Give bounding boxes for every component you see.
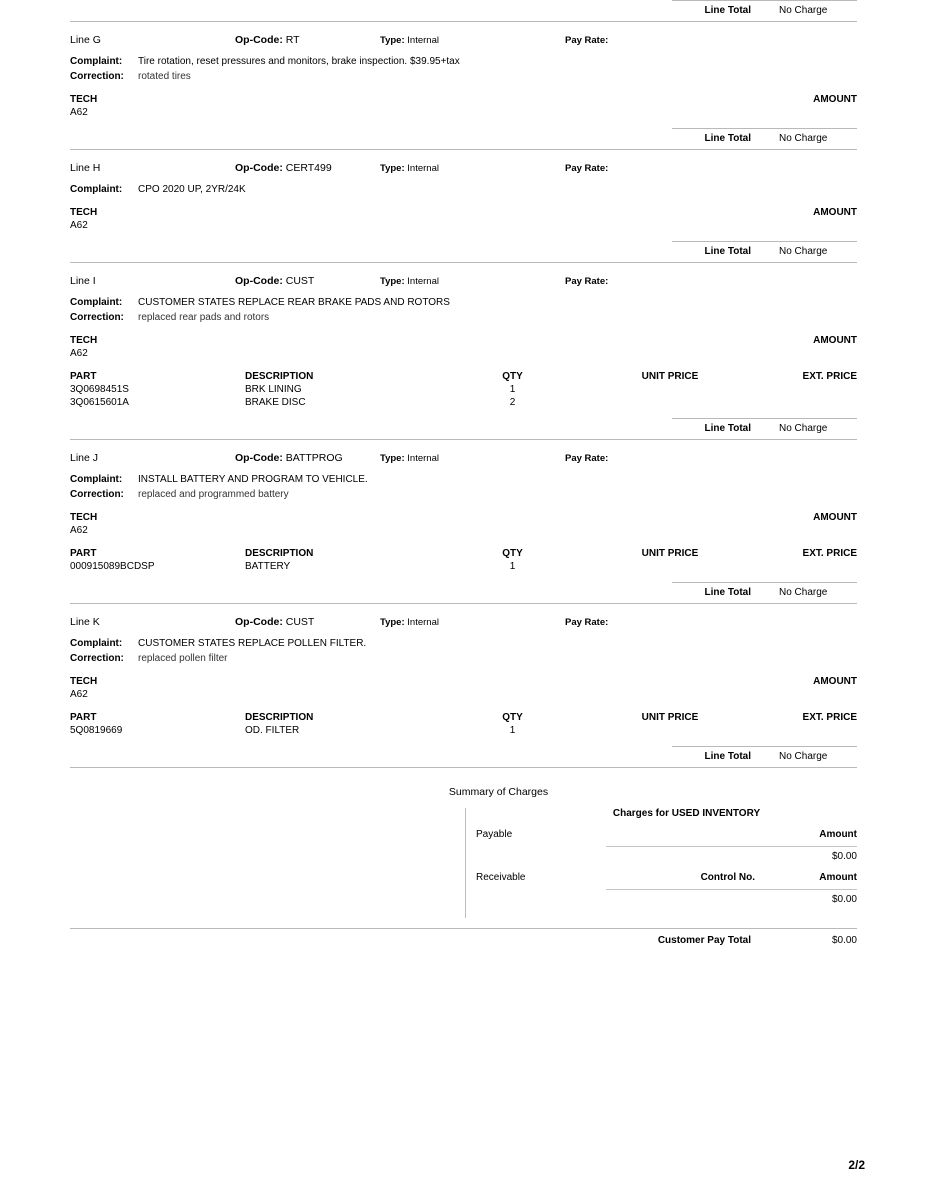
summary-title: Summary of Charges [448, 786, 549, 798]
receivable-amount-header: Amount [819, 872, 857, 883]
unit-price-header: UNIT PRICE [641, 548, 699, 559]
line-total-value: No Charge [779, 587, 828, 598]
line-total-label: Line Total [704, 423, 751, 434]
complaint-value: Tire rotation, reset pressures and monitors, brake inspection. $39.95+tax [138, 56, 460, 67]
job-line-g [70, 22, 857, 150]
job-type [380, 35, 565, 46]
divider [70, 767, 857, 768]
summary-body [70, 808, 857, 918]
parts-table-header [70, 359, 857, 382]
type-label: Type: [380, 617, 405, 628]
job-complaint [70, 182, 857, 197]
summary-right [476, 808, 857, 918]
part-unit-price [595, 725, 745, 736]
part-description: OD. FILTER [245, 725, 300, 736]
spacer [70, 736, 857, 746]
job-opcode [235, 162, 380, 174]
summary-vertical-divider [465, 808, 466, 918]
part-description: BATTERY [245, 561, 291, 572]
correction-value: replaced and programmed battery [138, 489, 289, 500]
job-complaint [70, 472, 857, 487]
qty-header: QTY [502, 712, 523, 723]
document-content [70, 0, 857, 946]
type-value: Internal [407, 163, 439, 174]
part-qty: 2 [509, 397, 516, 408]
job-payrate [565, 453, 608, 464]
job-type [380, 276, 565, 287]
job-line-id: Line I [70, 275, 96, 287]
customer-pay-total-value: $0.00 [831, 935, 857, 946]
customer-pay-total-label: Customer Pay Total [657, 935, 751, 946]
opcode-label: Op-Code: [235, 616, 283, 628]
ext-price-header: EXT. PRICE [802, 712, 857, 723]
opcode-value: BATTPROG [285, 452, 343, 464]
summary-of-charges [70, 786, 857, 946]
tech-label: TECH [70, 512, 98, 523]
complaint-value: CUSTOMER STATES REPLACE REAR BRAKE PADS AND ROTORS [138, 297, 450, 308]
payrate-label: Pay Rate: [565, 276, 609, 287]
payrate-label: Pay Rate: [565, 35, 609, 46]
tech-header-row [70, 502, 857, 523]
spacer [70, 408, 857, 418]
opcode-value: CUST [285, 616, 315, 628]
tech-value: A62 [70, 220, 88, 231]
tech-label: TECH [70, 207, 98, 218]
table-row [70, 382, 857, 395]
complaint-label: Complaint: [70, 638, 123, 649]
customer-pay-total-row [70, 929, 857, 946]
line-total-value: No Charge [779, 133, 828, 144]
tech-value: A62 [70, 689, 88, 700]
amount-label: AMOUNT [813, 512, 857, 523]
correction-label: Correction: [70, 489, 124, 500]
part-header: PART [70, 371, 97, 382]
part-number: 3Q0698451S [70, 384, 129, 395]
divider [606, 889, 857, 890]
line-total-label: Line Total [704, 5, 751, 16]
opcode-value: RT [285, 34, 300, 46]
tech-label: TECH [70, 94, 98, 105]
amount-label: AMOUNT [813, 335, 857, 346]
line-total-label: Line Total [704, 133, 751, 144]
payrate-label: Pay Rate: [565, 453, 609, 464]
part-header: PART [70, 548, 97, 559]
line-total-row [70, 242, 857, 262]
payable-value-row [476, 851, 857, 872]
payable-amount-header: Amount [819, 829, 857, 840]
opcode-value: CERT499 [285, 162, 332, 174]
job-opcode [235, 616, 380, 628]
job-line-k [70, 604, 857, 768]
correction-value: replaced rear pads and rotors [138, 312, 270, 323]
correction-label: Correction: [70, 71, 124, 82]
part-header: PART [70, 712, 97, 723]
parts-table-header [70, 536, 857, 559]
spacer [70, 231, 857, 241]
ext-price-header: EXT. PRICE [802, 371, 857, 382]
job-payrate [565, 617, 608, 628]
amount-label: AMOUNT [813, 94, 857, 105]
receivable-value-row [476, 894, 857, 915]
job-type [380, 617, 565, 628]
correction-label: Correction: [70, 653, 124, 664]
tech-header-row [70, 84, 857, 105]
job-line-id: Line J [70, 452, 99, 464]
line-total-value: No Charge [779, 423, 828, 434]
payrate-label: Pay Rate: [565, 163, 609, 174]
job-correction [70, 651, 857, 666]
job-line-i [70, 263, 857, 440]
line-total-value: No Charge [779, 246, 828, 257]
tech-label: TECH [70, 676, 98, 687]
line-total-row [70, 583, 857, 603]
job-payrate [565, 276, 608, 287]
spacer [476, 894, 781, 905]
part-ext-price [745, 397, 857, 408]
job-correction [70, 310, 857, 325]
charges-title: Charges for USED INVENTORY [612, 808, 761, 819]
job-opcode [235, 34, 380, 46]
part-ext-price [745, 384, 857, 395]
part-description: BRAKE DISC [245, 397, 306, 408]
complaint-label: Complaint: [70, 474, 123, 485]
table-row [70, 559, 857, 572]
job-header [70, 446, 857, 472]
complaint-label: Complaint: [70, 184, 123, 195]
correction-value: rotated tires [138, 71, 191, 82]
line-total-label: Line Total [704, 587, 751, 598]
complaint-value: INSTALL BATTERY AND PROGRAM TO VEHICLE. [138, 474, 368, 485]
job-header [70, 28, 857, 54]
payable-amount: $0.00 [831, 851, 857, 862]
part-number: 5Q0819669 [70, 725, 123, 736]
page-number: 2/2 [848, 1158, 865, 1172]
complaint-value: CPO 2020 UP, 2YR/24K [138, 184, 246, 195]
line-total-value: No Charge [779, 751, 828, 762]
summary-left-spacer [70, 808, 465, 918]
opcode-label: Op-Code: [235, 275, 283, 287]
description-header: DESCRIPTION [245, 548, 314, 559]
part-unit-price [595, 397, 745, 408]
table-row [70, 723, 857, 736]
payrate-label: Pay Rate: [565, 617, 609, 628]
description-header: DESCRIPTION [245, 712, 314, 723]
type-value: Internal [407, 35, 439, 46]
ext-price-header: EXT. PRICE [802, 548, 857, 559]
type-value: Internal [407, 276, 439, 287]
part-qty: 1 [509, 725, 516, 736]
table-row [70, 395, 857, 408]
job-line-id: Line G [70, 34, 101, 46]
opcode-value: CUST [285, 275, 315, 287]
job-header [70, 610, 857, 636]
job-complaint [70, 295, 857, 310]
type-label: Type: [380, 163, 405, 174]
control-no-label: Control No. [700, 872, 755, 883]
job-line-j [70, 440, 857, 604]
type-value: Internal [407, 453, 439, 464]
job-correction [70, 487, 857, 502]
job-opcode [235, 452, 380, 464]
line-total-label: Line Total [704, 246, 751, 257]
job-header [70, 156, 857, 182]
receivable-row [476, 872, 857, 883]
tech-label: TECH [70, 335, 98, 346]
tech-header-row [70, 666, 857, 687]
tech-value: A62 [70, 107, 88, 118]
unit-price-header: UNIT PRICE [641, 371, 699, 382]
part-qty: 1 [509, 384, 516, 395]
job-payrate [565, 35, 608, 46]
payable-row [476, 829, 857, 840]
job-line-h [70, 150, 857, 263]
qty-header: QTY [502, 548, 523, 559]
type-label: Type: [380, 276, 405, 287]
part-number: 000915089BCDSP [70, 561, 155, 572]
divider [606, 846, 857, 847]
complaint-value: CUSTOMER STATES REPLACE POLLEN FILTER. [138, 638, 367, 649]
job-line-id: Line K [70, 616, 100, 628]
description-header: DESCRIPTION [245, 371, 314, 382]
job-correction [70, 69, 857, 84]
job-type [380, 453, 565, 464]
opcode-label: Op-Code: [235, 162, 283, 174]
parts-table-header [70, 700, 857, 723]
tech-value: A62 [70, 525, 88, 536]
line-total-row [70, 747, 857, 767]
amount-label: AMOUNT [813, 676, 857, 687]
correction-value: replaced pollen filter [138, 653, 228, 664]
spacer [476, 851, 781, 862]
opcode-label: Op-Code: [235, 452, 283, 464]
correction-label: Correction: [70, 312, 124, 323]
line-total-row [70, 129, 857, 149]
unit-price-header: UNIT PRICE [641, 712, 699, 723]
job-complaint [70, 636, 857, 651]
job-opcode [235, 275, 380, 287]
tech-value: A62 [70, 348, 88, 359]
part-ext-price [745, 561, 857, 572]
complaint-label: Complaint: [70, 297, 123, 308]
opcode-label: Op-Code: [235, 34, 283, 46]
job-payrate [565, 163, 608, 174]
receivable-label: Receivable [476, 872, 526, 883]
line-total-row [70, 419, 857, 439]
job-complaint [70, 54, 857, 69]
qty-header: QTY [502, 371, 523, 382]
part-qty: 1 [509, 561, 516, 572]
part-ext-price [745, 725, 857, 736]
tech-header-row [70, 325, 857, 346]
complaint-label: Complaint: [70, 56, 123, 67]
part-unit-price [595, 384, 745, 395]
spacer [70, 572, 857, 582]
tech-header-row [70, 197, 857, 218]
type-label: Type: [380, 453, 405, 464]
amount-label: AMOUNT [813, 207, 857, 218]
job-line-id: Line H [70, 162, 101, 174]
payable-label: Payable [476, 829, 513, 840]
line-total-row-top [70, 1, 857, 21]
job-header [70, 269, 857, 295]
type-value: Internal [407, 617, 439, 628]
job-type [380, 163, 565, 174]
type-label: Type: [380, 35, 405, 46]
line-total-label: Line Total [704, 751, 751, 762]
receivable-amount: $0.00 [831, 894, 857, 905]
line-total-value: No Charge [779, 5, 828, 16]
part-unit-price [595, 561, 745, 572]
part-number: 3Q0615601A [70, 397, 129, 408]
spacer [70, 118, 857, 128]
part-description: BRK LINING [245, 384, 302, 395]
